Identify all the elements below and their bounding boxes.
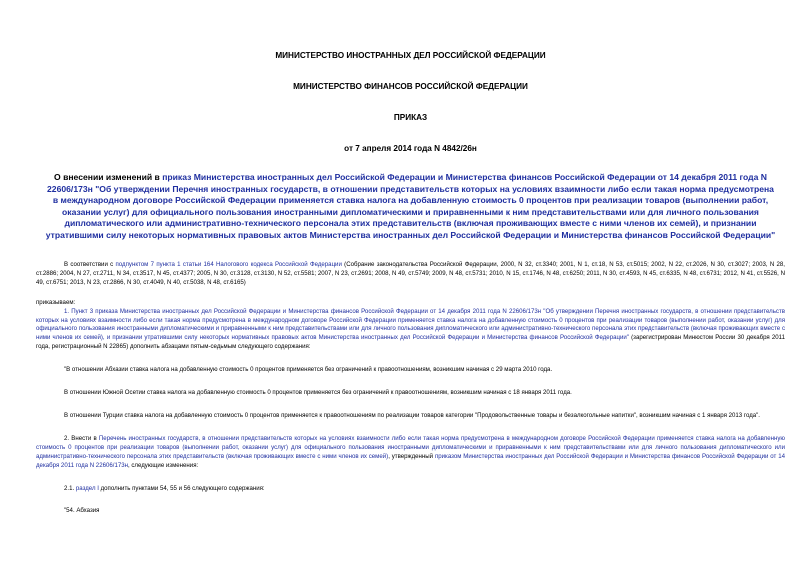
preamble-paragraph (36, 261, 785, 288)
title-link[interactable]: приказ Министерства иностранных дел Российской Федерации и Министерства финансов Российской Федерации от 14 декабря 2011 года N 22606/173н "Об утверждении Перечня иностранных государств, в отношении представительств которых на условиях взаимности либо если такая норма предусмотрена в международном договоре Российской Федерации применяется ставка налога на добавленную стоимость 0 процентов при реализации товаров (выполнении работ, оказании услуг) для официального пользования иностранными дипломатическими и приравненными к ним представительствами или для личного пользования дипломатического или административно-технического персонала этих представительств (включая проживающих вместе с ними членов их семей), и признании утратившими силу некоторых нормативных правовых актов Министерства иностранных дел Российской Федерации и Министерства финансов Российской Федерации" (45, 172, 776, 240)
preamble-text-1: В соответствии с (64, 261, 116, 268)
document-date-number: от 7 апреля 2014 года N 4842/26н (344, 144, 477, 153)
quote-abkhazia: "В отношении Абхазии ставка налога на добавленную стоимость 0 процентов применяется без ограничений к правоотношениям, возникшим начиная с 29 марта 2010 года. (64, 366, 553, 374)
order-word: приказываем: (36, 298, 76, 306)
preamble-text-2: (Собрание законодательства Российской Федерации, 2000, N 32, ст.3340; 2001, N 1, ст.18, N 53, ст.5015; 2002, N 22, ст.2026, N 30, ст.3027; 2003, N 28, ст.2886; 2004, N 27, ст.2711, N 34, ст.3517, N 45, ст.4377; 2005, N 30, ст.3128, ст.3130, N 52, ст.5581; 2007, N 23, ст.2691; 2008, N 49, ст.5749; 2009, N 48, ст.5731; 2010, N 15, ст.1746, N 48, ст.6250; 2011, N 30, ст.4593, N 45, ст.6335, N 48, ст.6731; 2012, N 41, ст.5526, N 49, ст.6751; 2013, N 23, ст.2866, N 30, ст.4049, N 40, ст.5038, N 48, ст.6165) (36, 261, 786, 286)
item-2-paragraph (36, 435, 785, 471)
document-title (44, 172, 777, 241)
section-1-link[interactable]: раздел I (75, 484, 99, 492)
item-1-paragraph (36, 308, 785, 353)
item-2-text-2: , утвержденный (388, 452, 435, 460)
ministry-heading-1: МИНИСТЕРСТВО ИНОСТРАННЫХ ДЕЛ РОССИЙСКОЙ ФЕДЕРАЦИИ (275, 51, 546, 60)
quote-south-ossetia: В отношении Южной Осетии ставка налога на добавленную стоимость 0 процентов применяется без ограничений к правоотношениям, возникшим начиная с 18 января 2011 года. (64, 389, 572, 397)
item-2-order-link[interactable]: приказом Министерства иностранных дел Российской Федерации и Министерства финансов Российской Федерации от 14 декабря 2011 года N 22606/173н (36, 452, 785, 469)
item-1-link[interactable]: 1. Пункт 3 приказа Министерства иностранных дел Российской Федерации и Министерства финансов Российской Федерации от 14 декабря 2011 года N 22606/173н "Об утверждении Перечня иностранных государств, в отношении представительств которых на условиях взаимности либо если такая норма предусмотрена в международном договоре Российской Федерации применяется ставка налога на добавленную стоимость 0 процентов при реализации товаров (выполнении работ, оказании услуг) для официального пользования иностранными дипломатическими и приравненными к ним представительствами или для личного пользования дипломатического или административно-технического персонала этих представительств (включая проживающих вместе с ними членов их семей), и признании утратившими силу некоторых нормативных правовых актов Министерства иностранных дел Российской Федерации и Министерства финансов Российской Федерации" (36, 307, 785, 342)
quote-item-54: "54. Абхазия (64, 507, 100, 515)
title-prefix: О внесении изменений в (54, 172, 163, 182)
item-2-list-link[interactable]: Перечень иностранных государств, в отношении представительств которых на условиях взаимности либо если такая норма предусмотрена в международном договоре Российской Федерации применяется ставка налога на добавленную стоимость 0 процентов при реализации товаров (выполнении работ, оказании услуг) для официального пользования иностранными дипломатическими и приравненными к ним представительствами или для личного пользования дипломатического или административно-технического персонала этих представительств (включая проживающих вместе с ними членов их семей) (36, 434, 785, 460)
item-2-text-1: 2. Внести в (64, 434, 99, 442)
item-2-text-3: , следующие изменения: (127, 461, 199, 469)
item-2-1-text-2: дополнить пунктами 54, 55 и 56 следующего содержания: (98, 484, 265, 492)
item-1-rest: (зарегистрирован Минюстом России 30 декабря 2011 года, регистрационный N 22865) дополнить абзацами пятым-седьмым следующего содержания: (36, 334, 785, 351)
tax-code-link[interactable]: подпунктом 7 пункта 1 статьи 164 Налогового кодекса Российской Федерации (115, 261, 342, 268)
ministry-heading-2: МИНИСТЕРСТВО ФИНАНСОВ РОССИЙСКОЙ ФЕДЕРАЦИИ (293, 82, 528, 91)
quote-turkey: В отношении Турции ставка налога на добавленную стоимость 0 процентов применяется к правоотношениям по реализации товаров категории "Продовольственные товары и безалкогольные напитки", возникшим начиная с 1 января 2013 года". (64, 411, 761, 419)
document-type: ПРИКАЗ (393, 113, 428, 122)
item-2-1-paragraph (36, 485, 785, 494)
item-2-1-text-1: 2.1. (64, 484, 76, 492)
